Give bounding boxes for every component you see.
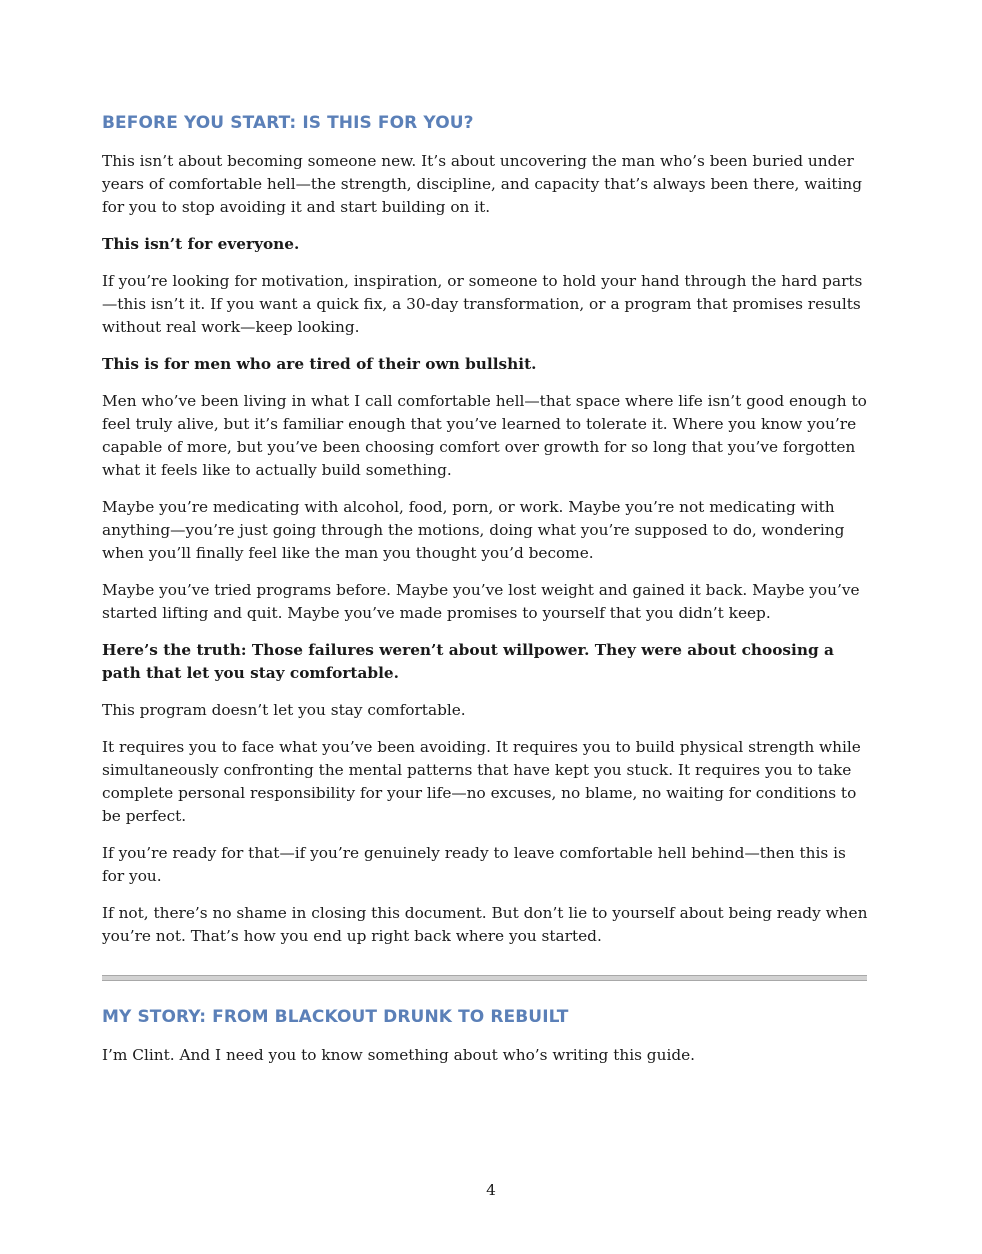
bold-statement: This isn’t for everyone. [102,235,300,253]
paragraph: Maybe you’re medicating with alcohol, food, porn, or work. Maybe you’re not medicating with anything—you’re just going through the motions, doing what you’re supposed to do, wondering when you’ll finally feel like the man you thought you’d become. [102,498,845,562]
paragraph: I’m Clint. And I need you to know something about who’s writing this guide. [102,1046,696,1064]
paragraph: If you’re ready for that—if you’re genuinely ready to leave comfortable hell behind—then this is for you. [102,844,846,885]
section-heading-before-you-start: BEFORE YOU START: IS THIS FOR YOU? [102,113,474,133]
paragraph: If not, there’s no shame in closing this document. But don’t lie to yourself about being ready when you’re not. That’s how you end up right back where you started. [102,904,868,945]
page-number: 4 [486,1181,496,1199]
bold-statement: Here’s the truth: Those failures weren’t about willpower. They were about choosing a path that let you stay comfortable. [102,641,834,682]
section-heading-my-story: MY STORY: FROM BLACKOUT DRUNK TO REBUILT [102,1007,569,1027]
document-body [102,113,872,1081]
paragraph: This program doesn’t let you stay comfortable. [102,701,466,719]
paragraph: It requires you to face what you’ve been avoiding. It requires you to build physical strength while simultaneously confronting the mental patterns that have kept you stuck. It requires you to take complete personal responsibility for your life—no excuses, no blame, no waiting for conditions to be perfect. [102,738,861,825]
paragraph: This isn’t about becoming someone new. It’s about uncovering the man who’s been buried under years of comfortable hell—the strength, discipline, and capacity that’s always been there, waiting for you to stop avoiding it and start building on it. [102,152,863,216]
horizontal-divider [102,975,867,981]
paragraph: Maybe you’ve tried programs before. Maybe you’ve lost weight and gained it back. Maybe you’ve started lifting and quit. Maybe you’ve made promises to yourself that you didn’t keep. [102,581,860,622]
paragraph: If you’re looking for motivation, inspiration, or someone to hold your hand through the hard parts—this isn’t it. If you want a quick fix, a 30-day transformation, or a program that promises results without real work—keep looking. [102,272,863,336]
bold-statement: This is for men who are tired of their own bullshit. [102,355,537,373]
paragraph: Men who’ve been living in what I call comfortable hell—that space where life isn’t good enough to feel truly alive, but it’s familiar enough that you’ve learned to tolerate it. Where you know you’re capable of more, but you’ve been choosing comfort over growth for so long that you’ve forgotten what it feels like to actually build something. [102,392,867,479]
